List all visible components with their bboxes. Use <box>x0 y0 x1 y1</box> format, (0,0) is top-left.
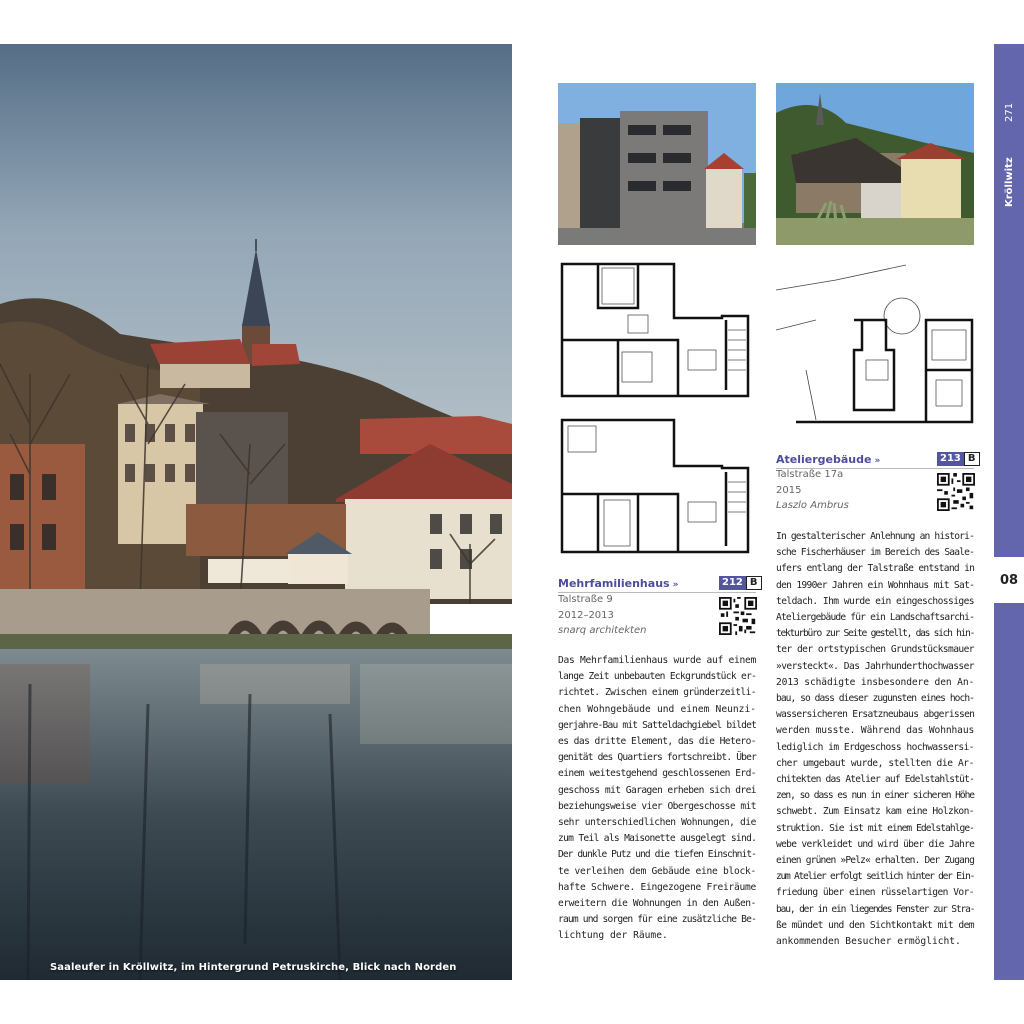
text-line: teldach. Ihm wurde ein eingeschossiges <box>776 595 974 607</box>
text-line: te verleihen dem Gebäude eine block- <box>558 865 756 877</box>
text-line: sehr unterschiedlichen Wohnungen, die <box>558 817 756 829</box>
text-line: Das Mehrfamilienhaus wurde auf einem <box>558 655 756 666</box>
building-213-photo <box>776 83 974 245</box>
text-line: werden musste. Während das Wohnhaus <box>776 725 975 737</box>
entry-212-architect: snarq architekten <box>558 625 647 636</box>
entry-213-title <box>776 453 880 466</box>
text-line: einem weitestgehend geschlossenen Erd- <box>558 768 756 780</box>
entry-213-badge <box>937 452 980 466</box>
site-plan-213 <box>776 260 974 426</box>
text-line: zum Atelier erfolgt seitlich hinter der Ein- <box>776 871 975 883</box>
text-line: wassersicheren Ersatzneubaus abgerissen <box>776 709 975 721</box>
floor-plan-212-upper <box>558 260 756 400</box>
text-line: struktion. Sie ist mit einem Edelstahlge- <box>776 822 974 834</box>
text-line: chitekten das Atelier auf Edelstahlstüt- <box>776 774 975 786</box>
chapter-number: 08 <box>994 557 1024 603</box>
entry-212-title <box>558 577 678 590</box>
text-line: ße mündet und den Sichtkontakt mit dem <box>776 919 974 931</box>
text-line: cher umgebaut wurde, stellten die Ar- <box>776 757 974 769</box>
page-number: 271 <box>1004 102 1015 122</box>
entry-213-meta <box>776 467 849 514</box>
text-line: zen, so dass es nun in einer sicheren Höhe <box>776 790 974 802</box>
text-line: bau, der in ein liegendes Fenster zur Stra- <box>776 903 975 915</box>
entry-212-title-text: Mehrfamilienhaus <box>558 577 670 590</box>
river-photo <box>0 44 512 980</box>
text-line: hafte Schwere. Eingezogene Freiräume <box>558 881 756 893</box>
text-line: erweitern die Wohnungen in den Außen- <box>558 898 756 910</box>
text-line: lediglich im Erdgeschoss hochwassersi- <box>776 741 974 753</box>
text-line: lange Zeit unbebauten Eckgrundstück er- <box>558 671 757 683</box>
text-line: »versteckt«. Das Jahrhunderthochwasser <box>776 660 974 672</box>
text-line: tekturbüro zur Seite gestellt, das sich hin- <box>776 628 975 640</box>
side-tab-lower <box>994 603 1024 980</box>
text-line: den 1990er Jahren ein Wohnhaus mit Sat- <box>776 579 975 591</box>
text-line: ufers entlang der Talstraße entstand in <box>776 563 975 575</box>
text-line: es das dritte Element, das die Hetero- <box>558 736 756 748</box>
entry-212-years: 2012–2013 <box>558 609 614 621</box>
text-line: geschoss mit Garagen erheben sich drei <box>558 784 756 796</box>
text-line: einen grünen »Pelz« erhalten. Der Zugang <box>776 855 975 867</box>
text-line: schwebt. Zum Einsatz kam eine Holzkon- <box>776 806 974 818</box>
qr-code-icon[interactable] <box>719 597 757 635</box>
chevron-icon: » <box>874 456 881 466</box>
entry-212-number: 212 <box>719 576 746 590</box>
text-line: ter der ortstypischen Grundstücksmauer <box>776 644 974 656</box>
text-line: richtet. Zwischen einem gründerzeitli- <box>558 687 756 699</box>
section-name: Kröllwitz <box>1004 157 1015 207</box>
text-line: Ateliergebäude für ein Landschaftsarchi- <box>776 612 975 624</box>
text-line: lichtung der Räume. <box>558 930 668 942</box>
entry-213-number: 213 <box>937 452 964 466</box>
entry-213-address: Talstraße 17a <box>776 469 844 480</box>
floor-plan-212-lower <box>558 416 756 556</box>
building-212-photo <box>558 83 756 245</box>
text-line: gerjahre-Bau mit Satteldachgiebel bildet <box>558 719 757 731</box>
text-line: In gestalterischer Anlehnung an histori- <box>776 531 975 542</box>
text-line: beziehungsweise vier Obergeschosse mit <box>558 800 756 812</box>
entry-212-address: Talstraße 9 <box>558 594 613 605</box>
text-line: webe verkleidet und wird über die Jahre <box>776 838 975 850</box>
entry-212-meta <box>558 592 646 639</box>
photo-caption: Saaleufer in Kröllwitz, im Hintergrund Petruskirche, Blick nach Norden <box>50 962 457 973</box>
text-line: raum und sorgen für eine zusätzliche Be- <box>558 914 757 926</box>
text-line: bau, so dass dieser zugunsten eines hoch- <box>776 693 974 705</box>
chevron-icon: » <box>672 580 679 590</box>
entry-213-description <box>776 529 974 950</box>
text-line: 2013 schädigte insbesondere den An- <box>776 676 975 688</box>
entry-212-badge <box>719 576 762 590</box>
text-line: chen Wohngebäude und einem Neunzi- <box>558 703 756 715</box>
entry-213-category: B <box>964 452 980 466</box>
entry-213-architect: Laszlo Ambrus <box>776 500 849 511</box>
text-line: zum Teil als Maisonette ausgelegt sind. <box>558 833 757 845</box>
side-tab-labels <box>994 44 1024 207</box>
entry-213-years: 2015 <box>776 484 802 496</box>
text-line: Der dunkle Putz und die tiefen Einschnit- <box>558 849 756 861</box>
qr-code-icon[interactable] <box>937 473 975 511</box>
text-line: genität des Quartiers fortschreibt. Über <box>558 752 757 764</box>
entry-212-category: B <box>746 576 762 590</box>
text-line: ankommenden Besucher ermöglicht. <box>776 936 961 948</box>
text-line: sche Fischerhäuser im Bereich des Saale- <box>776 547 975 559</box>
entry-212-description <box>558 653 756 945</box>
entry-213-title-text: Ateliergebäude <box>776 453 872 466</box>
text-line: friedung über einen rüsselartigen Vor- <box>776 887 974 899</box>
